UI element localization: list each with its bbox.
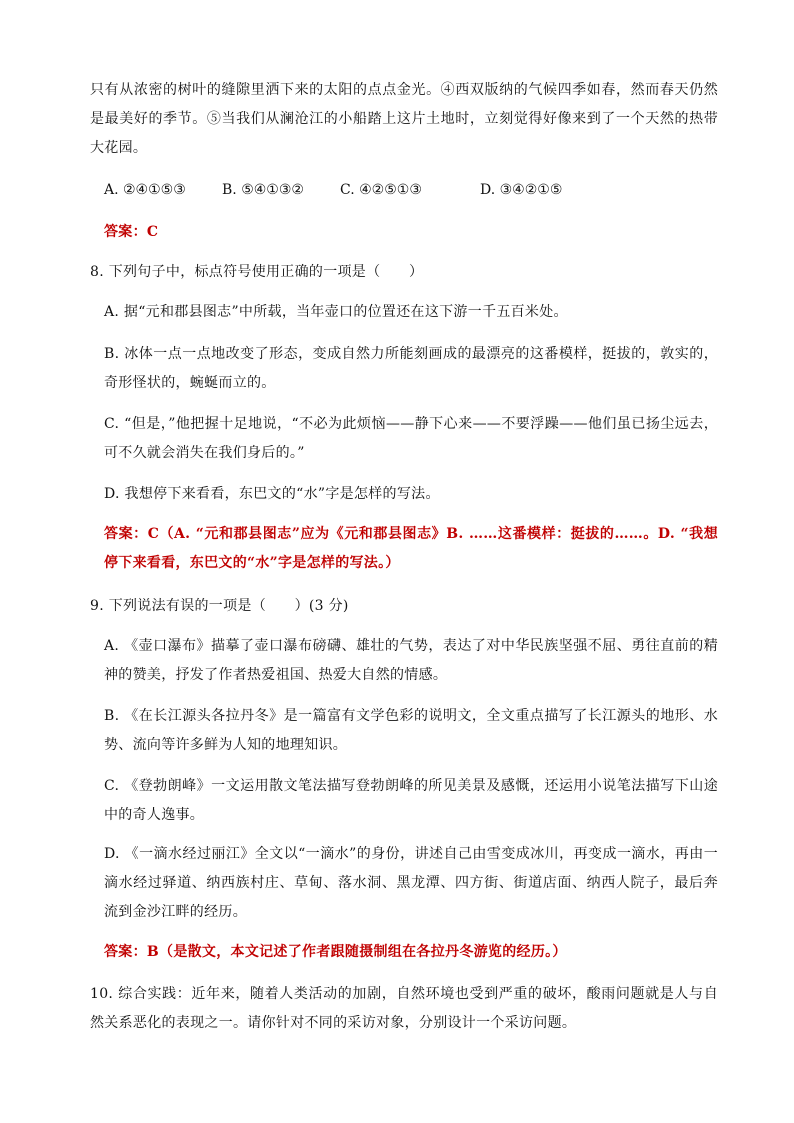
q8-option-a: A. 据“元和郡县图志”中所载，当年壶口的位置还在这下游一千五百米处。 (104, 304, 568, 320)
q8-answer: 答案：C（A. “元和郡县图志”应为《元和郡县图志》B. ……这番模样：挺拔的……。D. “我想停下来看看，东巴文的“水”字是怎样的写法。） (104, 526, 718, 571)
q8-option-b: B. 冰体一点一点地改变了形态，变成自然力所能刻画成的最漂亮的这番模样，挺拔的，敦实的，奇形怪状的，蜿蜒而立的。 (104, 346, 718, 391)
q8-option-c: C. “但是，”他把握十足地说，“不必为此烦恼——静下心来——不要浮躁——他们虽已扬尘远去，可不久就会消失在我们身后的。” (104, 416, 718, 461)
q9-option-a: A. 《壶口瀑布》描摹了壶口瀑布磅礴、雄壮的气势，表达了对中华民族坚强不屈、勇往直前的精神的赞美，抒发了作者热爱祖国、热爱大自然的情感。 (104, 638, 718, 683)
q7-option-a: A. ②④①⑤③ (104, 182, 186, 198)
q8-stem: 8. 下列句子中，标点符号使用正确的一项是（ ） (90, 264, 424, 280)
q10-stem: 10. 综合实践：近年来，随着人类活动的加剧，自然环境也受到严重的破坏，酸雨问题就是人与自然关系恶化的表现之一。请你针对不同的采访对象，分别设计一个采访问题。 (90, 986, 718, 1031)
q7-option-b: B. ⑤④①③② (222, 182, 304, 198)
q9-option-b: B. 《在长江源头各拉丹冬》是一篇富有文学色彩的说明文，全文重点描写了长江源头的地形、水势、流向等许多鲜为人知的地理知识。 (104, 708, 718, 753)
q9-answer: 答案：B（是散文，本文记述了作者跟随摄制组在各拉丹冬游览的经历。） (104, 944, 567, 960)
q7-option-c: C. ④②⑤①③ (340, 182, 422, 198)
q7-answer: 答案：C (104, 224, 159, 240)
q8-option-d: D. 我想停下来看看，东巴文的“水”字是怎样的写法。 (104, 486, 440, 502)
q7-option-d: D. ③④②①⑤ (480, 182, 563, 198)
q9-option-c: C. 《登勃朗峰》一文运用散文笔法描写登勃朗峰的所见美景及感慨，还运用小说笔法描写下山途中的奇人逸事。 (104, 778, 718, 823)
q9-stem: 9. 下列说法有误的一项是（ ）(3 分) (90, 598, 349, 614)
q9-option-d: D. 《一滴水经过丽江》全文以“一滴水”的身份，讲述自己由雪变成冰川，再变成一滴水，再由一滴水经过驿道、纳西族村庄、草甸、落水洞、黑龙潭、四方街、街道店面、纳西人院子，最后奔流到金沙江畔的经历。 (104, 846, 718, 920)
passage-tail: 只有从浓密的树叶的缝隙里洒下来的太阳的点点金光。④西双版纳的气候四季如春，然而春天仍然是最美好的季节。⑤当我们从澜沧江的小船踏上这片土地时，立刻觉得好像来到了一个天然的热带大花园。 (90, 82, 718, 156)
